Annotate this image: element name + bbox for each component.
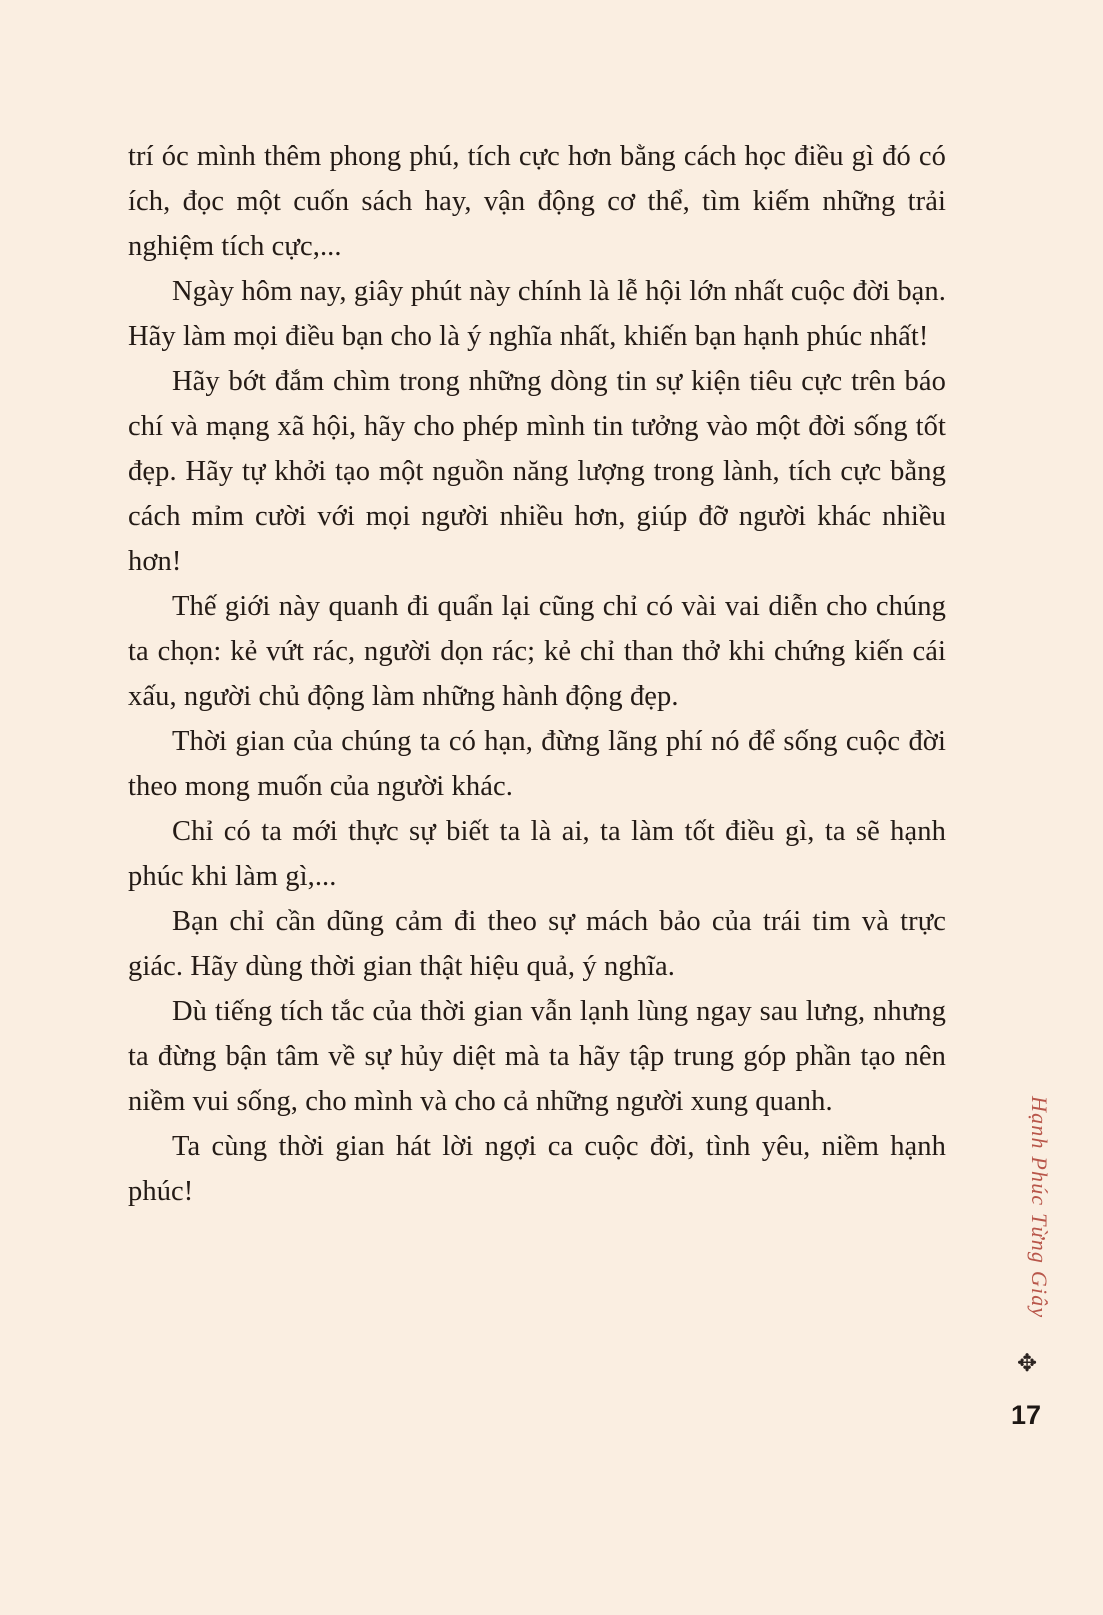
running-head-label: Hạnh Phúc Từng Giây bbox=[1027, 1096, 1052, 1319]
paragraph: Thế giới này quanh đi quẩn lại cũng chỉ có vài vai diễn cho chúng ta chọn: kẻ vứt rác, người dọn rác; kẻ chỉ than thở khi chứng kiến cái xấu, người chủ động làm những hành động đẹp. bbox=[128, 591, 946, 713]
running-head bbox=[1019, 1096, 1059, 1356]
paragraph: trí óc mình thêm phong phú, tích cực hơn bằng cách học điều gì đó có ích, đọc một cuốn sách hay, vận động cơ thể, tìm kiếm những trải nghiệm tích cực,... bbox=[128, 141, 946, 263]
paragraph: Thời gian của chúng ta có hạn, đừng lãng phí nó để sống cuộc đời theo mong muốn của người khác. bbox=[128, 726, 946, 803]
paragraph: Dù tiếng tích tắc của thời gian vẫn lạnh lùng ngay sau lưng, nhưng ta đừng bận tâm về sự hủy diệt mà ta hãy tập trung góp phần tạo nên niềm vui sống, cho mình và cho cả những người xung quanh. bbox=[128, 996, 946, 1118]
ornament-icon: ✥ bbox=[1016, 1351, 1038, 1377]
paragraph: Chỉ có ta mới thực sự biết ta là ai, ta làm tốt điều gì, ta sẽ hạnh phúc khi làm gì,... bbox=[128, 816, 946, 893]
paragraph: Hãy bớt đắm chìm trong những dòng tin sự kiện tiêu cực trên báo chí và mạng xã hội, hãy cho phép mình tin tưởng vào một đời sống tốt đẹp. Hãy tự khởi tạo một nguồn năng lượng trong lành, tích cực bằng cách mỉm cười với mọi người nhiều hơn, giúp đỡ người khác nhiều hơn! bbox=[128, 366, 946, 578]
paragraph: Ngày hôm nay, giây phút này chính là lễ hội lớn nhất cuộc đời bạn. Hãy làm mọi điều bạn cho là ý nghĩa nhất, khiến bạn hạnh phúc nhất! bbox=[128, 276, 946, 353]
page-body-text bbox=[128, 134, 946, 1214]
paragraph: Ta cùng thời gian hát lời ngợi ca cuộc đời, tình yêu, niềm hạnh phúc! bbox=[128, 1131, 946, 1208]
page-number: 17 bbox=[1010, 1400, 1042, 1430]
paragraph: Bạn chỉ cần dũng cảm đi theo sự mách bảo của trái tim và trực giác. Hãy dùng thời gian thật hiệu quả, ý nghĩa. bbox=[128, 906, 946, 983]
